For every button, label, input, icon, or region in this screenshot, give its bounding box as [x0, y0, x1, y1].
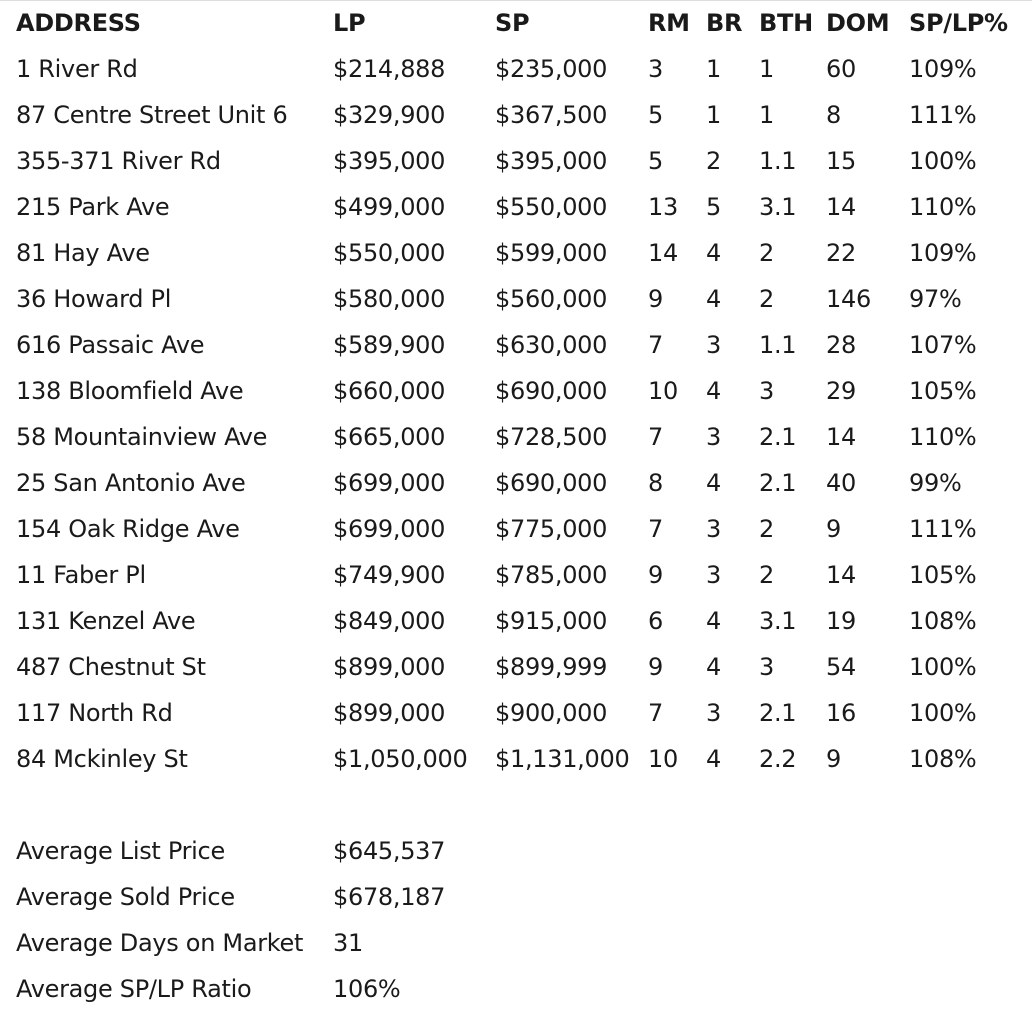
summary-value: $678,187 — [333, 883, 446, 911]
cell-days-on-market: 8 — [826, 101, 841, 129]
cell-address: 11 Faber Pl — [16, 561, 146, 589]
cell-sp-lp-ratio: 111% — [909, 101, 977, 129]
cell-baths: 2.1 — [759, 699, 797, 727]
header-sold-price: SP — [495, 9, 530, 37]
cell-days-on-market: 9 — [826, 515, 841, 543]
cell-baths: 1.1 — [759, 147, 797, 175]
cell-sold-price: $367,500 — [495, 101, 608, 129]
cell-address: 131 Kenzel Ave — [16, 607, 196, 635]
cell-sold-price: $900,000 — [495, 699, 608, 727]
cell-bedrooms: 1 — [706, 55, 721, 83]
cell-address: 25 San Antonio Ave — [16, 469, 246, 497]
cell-list-price: $699,000 — [333, 469, 446, 497]
cell-baths: 2 — [759, 239, 774, 267]
cell-days-on-market: 16 — [826, 699, 856, 727]
cell-sold-price: $728,500 — [495, 423, 608, 451]
cell-baths: 2 — [759, 285, 774, 313]
cell-sp-lp-ratio: 107% — [909, 331, 977, 359]
cell-sold-price: $1,131,000 — [495, 745, 630, 773]
cell-sold-price: $560,000 — [495, 285, 608, 313]
header-days-on-market: DOM — [826, 9, 890, 37]
cell-days-on-market: 14 — [826, 423, 856, 451]
cell-rooms: 9 — [648, 653, 663, 681]
cell-address: 138 Bloomfield Ave — [16, 377, 244, 405]
cell-address: 1 River Rd — [16, 55, 138, 83]
cell-rooms: 5 — [648, 101, 663, 129]
summary-value: 106% — [333, 975, 401, 1003]
cell-rooms: 10 — [648, 377, 678, 405]
cell-days-on-market: 14 — [826, 193, 856, 221]
cell-days-on-market: 19 — [826, 607, 856, 635]
cell-list-price: $329,900 — [333, 101, 446, 129]
cell-list-price: $849,000 — [333, 607, 446, 635]
cell-days-on-market: 60 — [826, 55, 856, 83]
cell-sp-lp-ratio: 111% — [909, 515, 977, 543]
cell-address: 117 North Rd — [16, 699, 173, 727]
cell-bedrooms: 1 — [706, 101, 721, 129]
cell-baths: 1 — [759, 55, 774, 83]
cell-baths: 2.2 — [759, 745, 797, 773]
cell-bedrooms: 3 — [706, 515, 721, 543]
cell-rooms: 5 — [648, 147, 663, 175]
cell-address: 487 Chestnut St — [16, 653, 206, 681]
cell-list-price: $1,050,000 — [333, 745, 468, 773]
cell-sp-lp-ratio: 100% — [909, 699, 977, 727]
cell-sold-price: $630,000 — [495, 331, 608, 359]
cell-baths: 1 — [759, 101, 774, 129]
cell-baths: 2 — [759, 561, 774, 589]
cell-rooms: 7 — [648, 331, 663, 359]
cell-sp-lp-ratio: 105% — [909, 561, 977, 589]
cell-sold-price: $599,000 — [495, 239, 608, 267]
cell-list-price: $665,000 — [333, 423, 446, 451]
cell-sold-price: $395,000 — [495, 147, 608, 175]
cell-days-on-market: 54 — [826, 653, 856, 681]
cell-bedrooms: 4 — [706, 285, 721, 313]
cell-bedrooms: 4 — [706, 745, 721, 773]
cell-list-price: $214,888 — [333, 55, 446, 83]
header-bedrooms: BR — [706, 9, 743, 37]
cell-list-price: $699,000 — [333, 515, 446, 543]
cell-days-on-market: 40 — [826, 469, 856, 497]
cell-address: 84 Mckinley St — [16, 745, 188, 773]
cell-sp-lp-ratio: 109% — [909, 55, 977, 83]
cell-baths: 3 — [759, 653, 774, 681]
cell-sp-lp-ratio: 110% — [909, 423, 977, 451]
cell-bedrooms: 4 — [706, 653, 721, 681]
summary-value: $645,537 — [333, 837, 446, 865]
cell-rooms: 9 — [648, 561, 663, 589]
cell-rooms: 14 — [648, 239, 678, 267]
cell-list-price: $899,000 — [333, 699, 446, 727]
cell-sold-price: $235,000 — [495, 55, 608, 83]
cell-sp-lp-ratio: 99% — [909, 469, 962, 497]
cell-days-on-market: 28 — [826, 331, 856, 359]
cell-sp-lp-ratio: 105% — [909, 377, 977, 405]
cell-address: 81 Hay Ave — [16, 239, 150, 267]
cell-rooms: 7 — [648, 515, 663, 543]
cell-sold-price: $690,000 — [495, 377, 608, 405]
cell-bedrooms: 3 — [706, 561, 721, 589]
cell-bedrooms: 4 — [706, 239, 721, 267]
cell-bedrooms: 3 — [706, 423, 721, 451]
header-rooms: RM — [648, 9, 690, 37]
cell-list-price: $580,000 — [333, 285, 446, 313]
cell-list-price: $660,000 — [333, 377, 446, 405]
header-sp-lp-ratio: SP/LP% — [909, 9, 1008, 37]
cell-baths: 2 — [759, 515, 774, 543]
cell-sp-lp-ratio: 100% — [909, 147, 977, 175]
summary-label: Average List Price — [16, 837, 225, 865]
cell-sp-lp-ratio: 110% — [909, 193, 977, 221]
summary-value: 31 — [333, 929, 363, 957]
header-address: ADDRESS — [16, 9, 141, 37]
cell-days-on-market: 14 — [826, 561, 856, 589]
cell-days-on-market: 15 — [826, 147, 856, 175]
cell-address: 154 Oak Ridge Ave — [16, 515, 240, 543]
summary-label: Average SP/LP Ratio — [16, 975, 252, 1003]
cell-sold-price: $915,000 — [495, 607, 608, 635]
cell-baths: 2.1 — [759, 469, 797, 497]
cell-address: 355-371 River Rd — [16, 147, 221, 175]
cell-address: 215 Park Ave — [16, 193, 170, 221]
cell-rooms: 8 — [648, 469, 663, 497]
cell-rooms: 7 — [648, 423, 663, 451]
cell-bedrooms: 2 — [706, 147, 721, 175]
cell-sp-lp-ratio: 97% — [909, 285, 962, 313]
cell-address: 36 Howard Pl — [16, 285, 172, 313]
cell-bedrooms: 4 — [706, 607, 721, 635]
cell-days-on-market: 146 — [826, 285, 871, 313]
cell-list-price: $395,000 — [333, 147, 446, 175]
summary-label: Average Days on Market — [16, 929, 304, 957]
cell-rooms: 13 — [648, 193, 678, 221]
cell-list-price: $899,000 — [333, 653, 446, 681]
cell-bedrooms: 3 — [706, 699, 721, 727]
header-list-price: LP — [333, 9, 366, 37]
cell-sold-price: $690,000 — [495, 469, 608, 497]
cell-bedrooms: 5 — [706, 193, 721, 221]
cell-bedrooms: 4 — [706, 377, 721, 405]
cell-baths: 3.1 — [759, 607, 797, 635]
cell-sold-price: $550,000 — [495, 193, 608, 221]
cell-sp-lp-ratio: 108% — [909, 607, 977, 635]
cell-baths: 3 — [759, 377, 774, 405]
cell-bedrooms: 3 — [706, 331, 721, 359]
cell-address: 87 Centre Street Unit 6 — [16, 101, 288, 129]
cell-rooms: 7 — [648, 699, 663, 727]
cell-list-price: $499,000 — [333, 193, 446, 221]
cell-sp-lp-ratio: 108% — [909, 745, 977, 773]
cell-rooms: 3 — [648, 55, 663, 83]
cell-baths: 1.1 — [759, 331, 797, 359]
cell-sold-price: $775,000 — [495, 515, 608, 543]
cell-address: 58 Mountainview Ave — [16, 423, 268, 451]
cell-rooms: 6 — [648, 607, 663, 635]
cell-days-on-market: 22 — [826, 239, 856, 267]
cell-baths: 2.1 — [759, 423, 797, 451]
cell-days-on-market: 29 — [826, 377, 856, 405]
cell-list-price: $550,000 — [333, 239, 446, 267]
cell-list-price: $589,900 — [333, 331, 446, 359]
cell-address: 616 Passaic Ave — [16, 331, 205, 359]
cell-baths: 3.1 — [759, 193, 797, 221]
cell-rooms: 9 — [648, 285, 663, 313]
cell-sp-lp-ratio: 100% — [909, 653, 977, 681]
header-baths: BTH — [759, 9, 813, 37]
cell-sp-lp-ratio: 109% — [909, 239, 977, 267]
cell-rooms: 10 — [648, 745, 678, 773]
summary-label: Average Sold Price — [16, 883, 235, 911]
cell-days-on-market: 9 — [826, 745, 841, 773]
cell-sold-price: $899,999 — [495, 653, 608, 681]
cell-list-price: $749,900 — [333, 561, 446, 589]
cell-bedrooms: 4 — [706, 469, 721, 497]
cell-sold-price: $785,000 — [495, 561, 608, 589]
